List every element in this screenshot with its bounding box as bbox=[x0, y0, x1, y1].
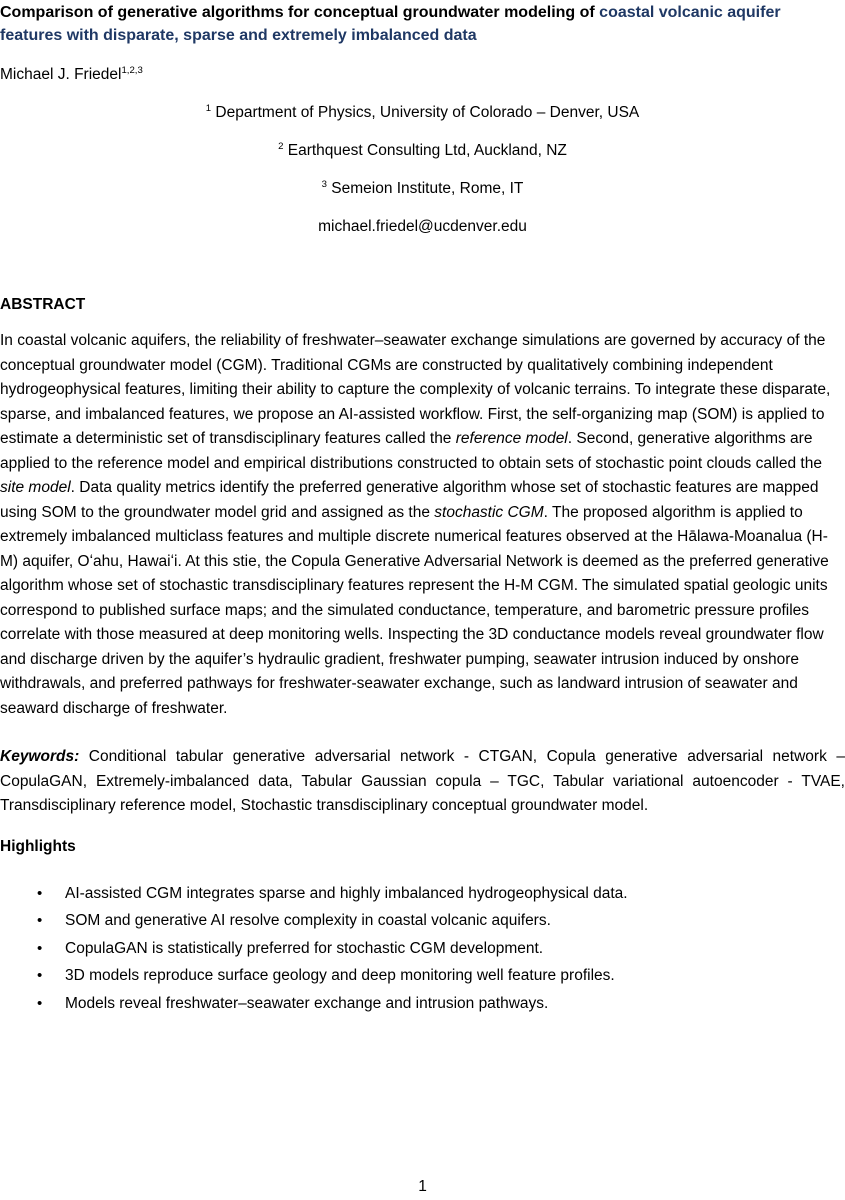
author-line bbox=[0, 63, 845, 87]
affiliation-2 bbox=[0, 139, 845, 163]
highlight-item bbox=[0, 935, 845, 963]
bullet-icon bbox=[37, 907, 42, 935]
author-name: Michael J. Friedel bbox=[0, 66, 122, 83]
keywords-label: Keywords: bbox=[0, 748, 80, 765]
abstract-heading: ABSTRACT bbox=[0, 296, 86, 313]
highlights-heading: Highlights bbox=[0, 837, 76, 855]
affiliation-3-superscript: 3 bbox=[321, 178, 327, 190]
abstract-text-segment: In coastal volcanic aquifers, the reliability of freshwater–seawater exchange simulations are governed by accuracy of the conceptual groundwater model (CGM). Traditional CGMs are constructed by qualitatively combining independent hydrogeophysical features, limiting their ability to capture the complexity of volcanic terrains. To integrate these disparate, sparse, and imbalanced features, we propose an AI-assisted workflow. First, the self-organizing map (SOM) is applied to estimate a deterministic set of transdisciplinary features called the bbox=[0, 332, 831, 447]
abstract-italic-term: stochastic CGM bbox=[434, 503, 544, 521]
highlight-text: SOM and generative AI resolve complexity in coastal volcanic aquifers. bbox=[65, 912, 551, 929]
highlight-text: Models reveal freshwater–seawater exchange and intrusion pathways. bbox=[65, 994, 549, 1012]
abstract-text-segment: . Second, generative algorithms are applied to the reference model and empirical distributions constructed to obtain sets of stochastic point clouds called the bbox=[0, 430, 822, 472]
highlight-text: AI-assisted CGM integrates sparse and highly imbalanced hydrogeophysical data. bbox=[65, 884, 628, 902]
highlight-item bbox=[0, 907, 845, 935]
abstract-paragraph bbox=[0, 329, 845, 721]
highlight-text: CopulaGAN is statistically preferred for stochastic CGM development. bbox=[65, 939, 544, 957]
affiliation-3-text: Semeion Institute, Rome, IT bbox=[326, 180, 524, 197]
affiliation-1 bbox=[0, 101, 845, 125]
abstract-italic-term: reference model bbox=[455, 430, 568, 447]
keywords-paragraph bbox=[0, 745, 845, 819]
bullet-icon bbox=[37, 935, 42, 963]
page-number: 1 bbox=[418, 1178, 427, 1195]
title-main-text: Comparison of generative algorithms for conceptual groundwater modeling of bbox=[0, 4, 600, 21]
paper-title bbox=[0, 1, 845, 47]
highlight-item bbox=[0, 880, 845, 908]
highlights-list bbox=[0, 880, 845, 1018]
affiliation-3 bbox=[0, 177, 845, 201]
highlight-text: 3D models reproduce surface geology and deep monitoring well feature profiles. bbox=[65, 967, 615, 984]
affiliation-2-text: Earthquest Consulting Ltd, Auckland, NZ bbox=[283, 142, 567, 159]
author-email: michael.friedel@ucdenver.edu bbox=[318, 218, 527, 235]
highlight-item bbox=[0, 990, 845, 1018]
highlight-item bbox=[0, 962, 845, 990]
affiliation-1-text: Department of Physics, University of Colorado – Denver, USA bbox=[211, 104, 640, 121]
abstract-text-segment: . Data quality metrics identify the preferred generative algorithm whose set of stochastic features are mapped using SOM to the groundwater model grid and assigned as the bbox=[0, 479, 819, 521]
abstract-text-segment: . The proposed algorithm is applied to extremely imbalanced multiclass features and multiple discrete numerical features observed at the Hālawa-Moanalua (H-M) aquifer, Oʻahu, Hawaiʻi. At this stie, the Copula Generative Adversarial Network is deemed as the preferred generative algorithm whose set of stochastic transdisciplinary features represent the H-M CGM. The simulated spatial geologic units correspond to published surface maps; and the simulated conductance, temperature, and barometric pressure profiles correlate with those measured at deep monitoring wells. Inspecting the 3D conductance models reveal groundwater flow and discharge driven by the aquifer’s hydraulic gradient, freshwater pumping, seawater intrusion induced by onshore withdrawals, and preferred pathways for freshwater-seawater exchange, such as landward intrusion of seawater and seaward discharge of freshwater. bbox=[0, 503, 829, 717]
author-affiliation-superscript: 1,2,3 bbox=[121, 64, 143, 76]
abstract-italic-term: site model bbox=[0, 479, 71, 496]
keywords-text: Conditional tabular generative adversarial network - CTGAN, Copula generative adversarial network – CopulaGAN, Extremely-imbalanced data, Tabular Gaussian copula – TGC, Tabular variational autoencoder - TVAE, Transdisciplinary reference model, Stochastic transdisciplinary conceptual groundwater model. bbox=[0, 748, 845, 814]
title-accent-text: coastal volcanic aquifer features with disparate, sparse and extremely imbalanced data bbox=[0, 4, 781, 44]
bullet-icon bbox=[37, 880, 42, 908]
bullet-icon bbox=[37, 962, 42, 990]
bullet-icon bbox=[37, 990, 42, 1018]
affiliation-2-superscript: 2 bbox=[278, 140, 284, 152]
affiliation-1-superscript: 1 bbox=[205, 102, 212, 114]
